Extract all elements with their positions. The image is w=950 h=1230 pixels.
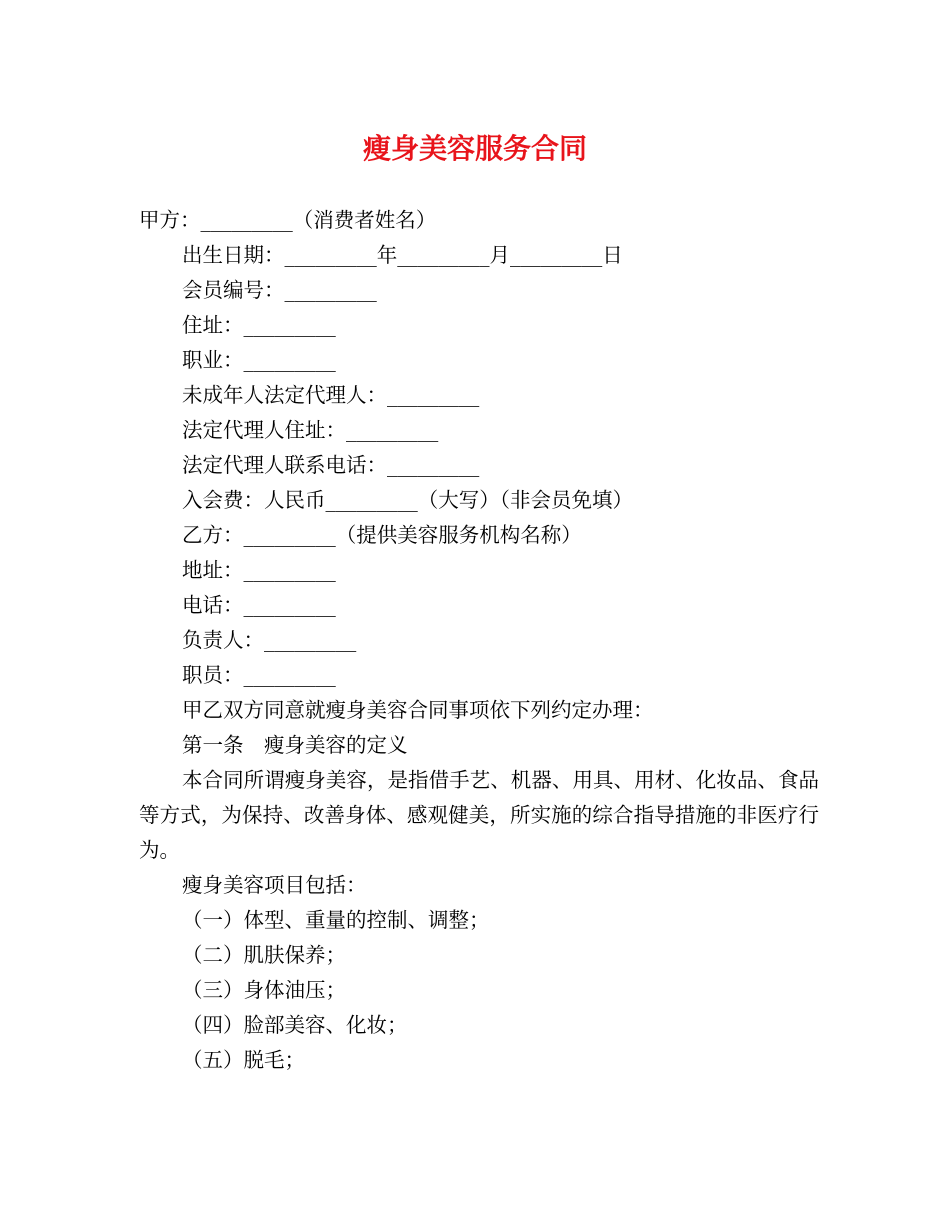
birth-date-line: 出生日期：_________年_________月_________日 [182, 243, 623, 267]
document-body [139, 203, 819, 1078]
list-item: （三）身体油压； [182, 978, 346, 1002]
responsible-person-line: 负责人：_________ [182, 628, 357, 652]
list-item: （二）肌肤保养； [182, 943, 346, 967]
member-number-line: 会员编号：_________ [182, 278, 377, 302]
article-one-heading: 第一条 瘦身美容的定义 [182, 733, 408, 757]
membership-fee-line: 入会费：人民币_________（大写）（非会员免填） [182, 488, 633, 512]
staff-line: 职员：_________ [182, 663, 336, 687]
definition-paragraph: 本合同所谓瘦身美容，是指借手艺、机器、用具、用材、化妆品、食品等方式，为保持、改善身体、感观健美，所实施的综合指导措施的非医疗行为。 [139, 768, 819, 862]
document-title: 瘦身美容服务合同 [362, 132, 587, 165]
agreement-statement: 甲乙双方同意就瘦身美容合同事项依下列约定办理： [182, 698, 654, 722]
party-b-address-line: 地址：_________ [182, 558, 336, 582]
list-item: （一）体型、重量的控制、调整； [182, 908, 490, 932]
list-item: （五）脱毛； [182, 1048, 305, 1072]
address-line: 住址：_________ [182, 313, 336, 337]
list-item: （四）脸部美容、化妆； [182, 1013, 408, 1037]
guardian-line: 未成年人法定代理人：_________ [182, 383, 480, 407]
guardian-address-line: 法定代理人住址：_________ [182, 418, 439, 442]
occupation-line: 职业：_________ [182, 348, 336, 372]
items-intro: 瘦身美容项目包括： [182, 873, 367, 897]
party-b-line: 乙方：_________（提供美容服务机构名称） [182, 523, 582, 547]
party-b-phone-line: 电话：_________ [182, 593, 336, 617]
party-a-line: 甲方：_________（消费者姓名） [139, 208, 437, 232]
guardian-phone-line: 法定代理人联系电话：_________ [182, 453, 480, 477]
